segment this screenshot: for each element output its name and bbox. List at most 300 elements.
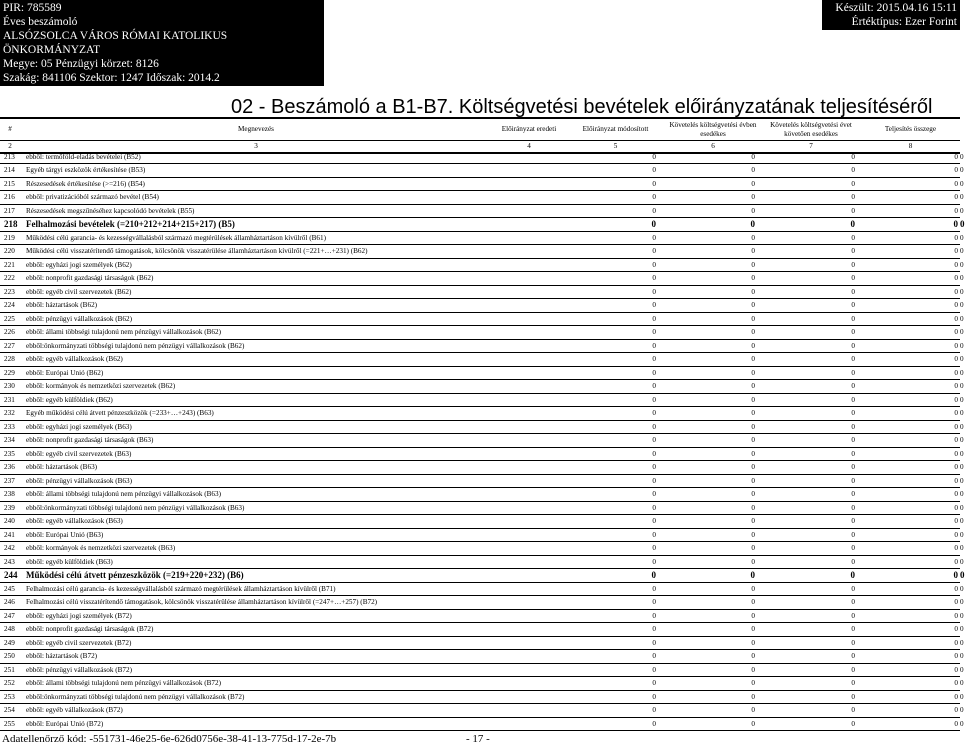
row-value: 0 [857,366,960,380]
row-value: 0 [857,434,960,448]
table-row: 249 ebből: egyéb civil szervezetek (B72) 0 0 0 0 0 [0,636,960,650]
row-index: 225 [0,312,20,326]
row-index: 248 [0,623,20,637]
row-index: 243 [0,555,20,569]
row-value: 0 [658,191,757,205]
row-index: 237 [0,474,20,488]
row-index: 241 [0,528,20,542]
row-index: 238 [0,488,20,502]
row-label: ebből: Európai Unió (B72) [20,717,562,731]
table-row: 226 ebből: állami többségi tulajdonú nem pénzügyi vállalkozások (B62) 0 0 0 0 0 [0,326,960,340]
row-index: 244 [0,569,20,583]
row-index: 239 [0,501,20,515]
row-value: 0 [658,204,757,218]
row-value: 0 [562,407,658,421]
row-value: 0 [757,690,857,704]
row-value: 0 [562,393,658,407]
table-row: 221 ebből: egyházi jogi személyek (B62) 0 0 0 0 0 [0,258,960,272]
row-value: 0 [658,501,757,515]
row-index: 214 [0,164,20,178]
row-value: 0 [757,447,857,461]
row-value: 0 [857,636,960,650]
col-due-next: Követelés költségvetési évet követően esedékes [761,118,861,141]
row-value: 0 [757,636,857,650]
table-row: 214 Egyéb tárgyi eszközök értékesítése (B53) 0 0 0 0 0 [0,164,960,178]
row-value: 0 [562,663,658,677]
col-name: Megnevezés [20,118,492,141]
row-value: 0 [757,151,857,164]
row-value: 0 [857,717,960,731]
table-row: 229 ebből: Európai Unió (B62) 0 0 0 0 0 [0,366,960,380]
row-value: 0 [658,177,757,191]
row-value: 0 [562,569,658,583]
row-value: 0 [757,434,857,448]
control-code: Adatellenőrző kód: -551731-46e25-6e-626d0756e-38-41-13-775d-17-2e-7b [2,733,337,745]
row-value: 0 [658,407,757,421]
row-value: 0 [658,164,757,178]
row-value: 0 [857,285,960,299]
table-row: 252 ebből: állami többségi tulajdonú nem pénzügyi vállalkozások (B72) 0 0 0 0 0 [0,677,960,691]
table-row: 240 ebből: egyéb vállalkozások (B63) 0 0 0 0 0 [0,515,960,529]
row-value: 0 [757,596,857,610]
table-row: 248 ebből: nonprofit gazdasági társaságok (B72) 0 0 0 0 0 [0,623,960,637]
row-value: 0 [658,569,757,583]
row-index: 233 [0,420,20,434]
row-label: Felhalmozási célú garancia- és kezességvállalásból származó megtérülések államháztartáson kívülről (B71) [20,582,562,596]
col-original: Előirányzat eredeti [492,118,566,141]
row-index: 254 [0,704,20,718]
row-value: 0 [857,299,960,313]
row-value: 0 [658,272,757,286]
row-value: 0 [562,501,658,515]
row-value: 0 [658,461,757,475]
row-label: ebből: egyéb civil szervezetek (B63) [20,447,562,461]
row-index: 222 [0,272,20,286]
row-index: 240 [0,515,20,529]
row-label: Működési célú átvett pénzeszközök (=219+220+232) (B6) [20,569,562,583]
row-value: 0 [757,569,857,583]
row-value: 0 [857,488,960,502]
row-value: 0 [757,501,857,515]
table-row: 250 ebből: háztartások (B72) 0 0 0 0 0 [0,650,960,664]
created-timestamp: Készült: 2015.04.16 15:11 [835,2,957,14]
row-value: 0 [757,542,857,556]
row-value: 0 [562,528,658,542]
row-index: 218 [0,218,20,232]
column-header-table [0,117,960,154]
row-value: 0 [658,326,757,340]
row-value: 0 [562,555,658,569]
row-value: 0 [857,151,960,164]
row-value: 0 [857,677,960,691]
row-label: ebből: háztartások (B62) [20,299,562,313]
row-value: 0 [658,474,757,488]
table-row: 222 ebből: nonprofit gazdasági társaságok (B62) 0 0 0 0 0 [0,272,960,286]
row-value: 0 [857,474,960,488]
row-value: 0 [562,461,658,475]
row-index: 252 [0,677,20,691]
row-value: 0 [857,191,960,205]
row-value: 0 [562,204,658,218]
table-row: 216 ebből: privatizációból származó bevétel (B54) 0 0 0 0 0 [0,191,960,205]
row-value: 0 [757,515,857,529]
row-value: 0 [658,650,757,664]
row-value: 0 [562,677,658,691]
table-row: 236 ebből: háztartások (B63) 0 0 0 0 0 [0,461,960,475]
row-value: 0 [757,191,857,205]
row-label: ebből: állami többségi tulajdonú nem pénzügyi vállalkozások (B72) [20,677,562,691]
row-label: ebből: egyéb vállalkozások (B62) [20,353,562,367]
row-label: ebből: termőföld-eladás bevételei (B52) [20,151,562,164]
row-value: 0 [757,272,857,286]
row-value: 0 [562,447,658,461]
row-value: 0 [658,636,757,650]
row-value: 0 [757,339,857,353]
table-row: 233 ebből: egyházi jogi személyek (B63) 0 0 0 0 0 [0,420,960,434]
row-index: 232 [0,407,20,421]
row-value: 0 [562,245,658,259]
row-index: 231 [0,393,20,407]
row-value: 0 [857,623,960,637]
row-value: 0 [562,312,658,326]
organization-name: ALSÓZSOLCA VÁROS RÓMAI KATOLIKUS ÖNKORMÁNYZAT [3,30,228,56]
row-value: 0 [757,528,857,542]
row-label: Részesedések értékesítése (>=216) (B54) [20,177,562,191]
row-label: Részesedések megszűnéséhez kapcsolódó bevételek (B55) [20,204,562,218]
row-value: 0 [562,704,658,718]
row-index: 227 [0,339,20,353]
row-value: 0 [658,353,757,367]
row-value: 0 [658,704,757,718]
row-index: 224 [0,299,20,313]
table-row: 237 ebből: pénzügyi vállalkozások (B63) 0 0 0 0 0 [0,474,960,488]
row-value: 0 [757,285,857,299]
row-value: 0 [562,380,658,394]
row-value: 0 [658,690,757,704]
row-value: 0 [757,393,857,407]
row-value: 0 [757,420,857,434]
row-value: 0 [757,474,857,488]
row-index: 247 [0,609,20,623]
row-value: 0 [857,569,960,583]
report-title: 02 - Beszámoló a B1-B7. Költségvetési bevételek előirányzatának teljesítéséről [231,96,933,118]
row-value: 0 [562,609,658,623]
sector-info: Szakág: 841106 Szektor: 1247 Időszak: 2014.2 [3,72,220,84]
row-value: 0 [757,218,857,232]
table-row: 217 Részesedések megszűnéséhez kapcsolódó bevételek (B55) 0 0 0 0 0 [0,204,960,218]
row-label: Felhalmozási célú visszatérítendő támogatások, kölcsönök visszatérülése államháztartáson kívülről (=247+…+257) (B72) [20,596,562,610]
row-value: 0 [658,245,757,259]
row-label: Egyéb működési célú átvett pénzeszközök (=233+…+243) (B63) [20,407,562,421]
table-row: 231 ebből: egyéb külföldiek (B62) 0 0 0 0 0 [0,393,960,407]
col-number: 2 [0,141,20,154]
row-index: 235 [0,447,20,461]
row-value: 0 [757,245,857,259]
row-label: ebből: egyéb külföldiek (B62) [20,393,562,407]
table-row: 245 Felhalmozási célú garancia- és kezességvállalásból származó megtérülések államháztartáson kívülről (B71) 0 0 0 0 0 [0,582,960,596]
table-row: 242 ebből: kormányok és nemzetközi szervezetek (B63) 0 0 0 0 0 [0,542,960,556]
table-row: 254 ebből: egyéb vállalkozások (B72) 0 0 0 0 0 [0,704,960,718]
table-row: 235 ebből: egyéb civil szervezetek (B63) 0 0 0 0 0 [0,447,960,461]
row-value: 0 [562,191,658,205]
row-value: 0 [757,461,857,475]
row-value: 0 [562,474,658,488]
row-value: 0 [562,420,658,434]
table-row: 218 Felhalmozási bevételek (=210+212+214+215+217) (B5) 0 0 0 0 0 [0,218,960,232]
table-row: 238 ebből: állami többségi tulajdonú nem pénzügyi vállalkozások (B63) 0 0 0 0 0 [0,488,960,502]
row-value: 0 [658,596,757,610]
row-value: 0 [562,366,658,380]
row-label: ebből: nonprofit gazdasági társaságok (B72) [20,623,562,637]
row-value: 0 [857,650,960,664]
row-index: 215 [0,177,20,191]
row-value: 0 [658,623,757,637]
row-value: 0 [658,528,757,542]
row-value: 0 [757,380,857,394]
row-value: 0 [562,717,658,731]
value-unit: Értéktípus: Ezer Forint [851,16,957,28]
row-index: 229 [0,366,20,380]
row-value: 0 [757,609,857,623]
row-label: ebből: pénzügyi vállalkozások (B72) [20,663,562,677]
row-value: 0 [857,515,960,529]
row-value: 0 [857,704,960,718]
row-value: 0 [658,339,757,353]
row-index: 216 [0,191,20,205]
row-value: 0 [562,231,658,245]
row-value: 0 [658,447,757,461]
row-value: 0 [857,528,960,542]
row-label: ebből: Európai Unió (B63) [20,528,562,542]
table-row: 244 Működési célú átvett pénzeszközök (=219+220+232) (B6) 0 0 0 0 0 [0,569,960,583]
table-row: 239 ebből:önkormányzati többségi tulajdonú nem pénzügyi vállalkozások (B63) 0 0 0 0 0 [0,501,960,515]
row-label: ebből: pénzügyi vállalkozások (B63) [20,474,562,488]
report-header-right [822,0,960,30]
table-row: 227 ebből:önkormányzati többségi tulajdonú nem pénzügyi vállalkozások (B62) 0 0 0 0 0 [0,339,960,353]
row-value: 0 [757,677,857,691]
row-value: 0 [658,258,757,272]
row-value: 0 [562,258,658,272]
table-row: 228 ebből: egyéb vállalkozások (B62) 0 0 0 0 0 [0,353,960,367]
row-label: Felhalmozási bevételek (=210+212+214+215+217) (B5) [20,218,562,232]
row-value: 0 [562,515,658,529]
row-label: ebből:önkormányzati többségi tulajdonú nem pénzügyi vállalkozások (B62) [20,339,562,353]
row-value: 0 [857,555,960,569]
row-value: 0 [658,366,757,380]
row-index: 213 [0,151,20,164]
county-info: Megye: 05 Pénzügyi körzet: 8126 [3,58,159,70]
row-label: ebből: egyházi jogi személyek (B72) [20,609,562,623]
row-value: 0 [757,299,857,313]
row-label: ebből: nonprofit gazdasági társaságok (B62) [20,272,562,286]
page-number: - 17 - [466,733,490,745]
table-row: 243 ebből: egyéb külföldiek (B63) 0 0 0 0 0 [0,555,960,569]
row-value: 0 [658,218,757,232]
row-value: 0 [562,650,658,664]
row-label: ebből: nonprofit gazdasági társaságok (B63) [20,434,562,448]
row-value: 0 [757,177,857,191]
row-value: 0 [857,663,960,677]
row-value: 0 [757,555,857,569]
row-value: 0 [757,353,857,367]
row-value: 0 [857,312,960,326]
row-value: 0 [658,488,757,502]
row-value: 0 [562,299,658,313]
row-index: 223 [0,285,20,299]
row-label: ebből: privatizációból származó bevétel (B54) [20,191,562,205]
row-index: 253 [0,690,20,704]
table-row: 253 ebből:önkormányzati többségi tulajdonú nem pénzügyi vállalkozások (B72) 0 0 0 0 0 [0,690,960,704]
table-row: 246 Felhalmozási célú visszatérítendő támogatások, kölcsönök visszatérülése államháztartáson kívülről (=247+…+257) (B72) 0 0 0 0 0 [0,596,960,610]
row-value: 0 [857,339,960,353]
row-value: 0 [857,380,960,394]
row-index: 246 [0,596,20,610]
row-value: 0 [757,717,857,731]
row-index: 242 [0,542,20,556]
row-label: Egyéb tárgyi eszközök értékesítése (B53) [20,164,562,178]
row-value: 0 [562,636,658,650]
row-value: 0 [857,393,960,407]
row-value: 0 [757,663,857,677]
row-label: ebből:önkormányzati többségi tulajdonú nem pénzügyi vállalkozások (B72) [20,690,562,704]
row-value: 0 [757,366,857,380]
row-value: 0 [857,258,960,272]
budget-rows-body [0,151,965,731]
row-value: 0 [658,420,757,434]
table-row: 251 ebből: pénzügyi vállalkozások (B72) 0 0 0 0 0 [0,663,960,677]
row-index: 245 [0,582,20,596]
col-number: 8 [861,141,960,154]
col-modified: Előirányzat módosított [566,118,665,141]
row-value: 0 [562,326,658,340]
row-value: 0 [562,690,658,704]
row-value: 0 [757,623,857,637]
row-label: ebből: egyházi jogi személyek (B62) [20,258,562,272]
row-value: 0 [658,312,757,326]
table-row: 241 ebből: Európai Unió (B63) 0 0 0 0 0 [0,528,960,542]
row-value: 0 [658,542,757,556]
row-value: 0 [562,623,658,637]
budget-rows-table [0,151,965,732]
row-value: 0 [857,582,960,596]
row-value: 0 [757,258,857,272]
row-value: 0 [857,542,960,556]
table-row: 219 Működési célú garancia- és kezességvállalásból származó megtérülések államháztartáson kívülről (B61) 0 0 0 0 0 [0,231,960,245]
col-number: 5 [566,141,665,154]
row-value: 0 [562,542,658,556]
report-header-left [0,0,324,86]
row-label: ebből: háztartások (B72) [20,650,562,664]
row-label: ebből: egyéb civil szervezetek (B72) [20,636,562,650]
row-value: 0 [857,596,960,610]
table-row: 224 ebből: háztartások (B62) 0 0 0 0 0 [0,299,960,313]
row-value: 0 [757,164,857,178]
row-value: 0 [857,353,960,367]
row-value: 0 [658,555,757,569]
row-value: 0 [658,151,757,164]
row-value: 0 [857,326,960,340]
row-index: 221 [0,258,20,272]
row-value: 0 [562,488,658,502]
row-value: 0 [757,704,857,718]
row-label: ebből: háztartások (B63) [20,461,562,475]
row-value: 0 [857,231,960,245]
row-value: 0 [857,272,960,286]
row-label: ebből: egyéb külföldiek (B63) [20,555,562,569]
pir-id: PIR: 785589 [3,2,62,14]
row-value: 0 [658,380,757,394]
row-value: 0 [857,164,960,178]
row-index: 250 [0,650,20,664]
row-index: 236 [0,461,20,475]
col-number: 6 [665,141,761,154]
row-label: ebből: állami többségi tulajdonú nem pénzügyi vállalkozások (B63) [20,488,562,502]
row-value: 0 [857,245,960,259]
row-label: ebből: kormányok és nemzetközi szervezetek (B62) [20,380,562,394]
row-value: 0 [757,407,857,421]
row-index: 249 [0,636,20,650]
table-row: 234 ebből: nonprofit gazdasági társaságok (B63) 0 0 0 0 0 [0,434,960,448]
table-row: 255 ebből: Európai Unió (B72) 0 0 0 0 0 [0,717,960,731]
row-value: 0 [658,434,757,448]
row-value: 0 [857,177,960,191]
row-value: 0 [562,434,658,448]
row-value: 0 [658,609,757,623]
row-value: 0 [857,501,960,515]
row-value: 0 [562,582,658,596]
row-label: ebből: egyéb vállalkozások (B72) [20,704,562,718]
report-type: Éves beszámoló [3,16,78,28]
row-value: 0 [857,447,960,461]
row-value: 0 [757,488,857,502]
table-row: 230 ebből: kormányok és nemzetközi szervezetek (B62) 0 0 0 0 0 [0,380,960,394]
col-due-year: Követelés költségvetési évben esedékes [665,118,761,141]
row-value: 0 [562,177,658,191]
row-index: 220 [0,245,20,259]
row-value: 0 [658,285,757,299]
col-total: Teljesítés összege [861,118,960,141]
row-value: 0 [562,596,658,610]
row-index: 234 [0,434,20,448]
row-label: ebből: Európai Unió (B62) [20,366,562,380]
row-label: ebből: állami többségi tulajdonú nem pénzügyi vállalkozások (B62) [20,326,562,340]
row-index: 217 [0,204,20,218]
row-label: ebből:önkormányzati többségi tulajdonú nem pénzügyi vállalkozások (B63) [20,501,562,515]
row-value: 0 [857,218,960,232]
col-hash: # [0,118,20,141]
row-value: 0 [658,677,757,691]
row-value: 0 [658,717,757,731]
table-row: 232 Egyéb működési célú átvett pénzeszközök (=233+…+243) (B63) 0 0 0 0 0 [0,407,960,421]
table-row: 225 ebből: pénzügyi vállalkozások (B62) 0 0 0 0 0 [0,312,960,326]
row-value: 0 [658,231,757,245]
table-row: 215 Részesedések értékesítése (>=216) (B54) 0 0 0 0 0 [0,177,960,191]
col-number: 3 [20,141,492,154]
row-value: 0 [857,407,960,421]
row-value: 0 [658,299,757,313]
col-number: 4 [492,141,566,154]
table-row: 223 ebből: egyéb civil szervezetek (B62) 0 0 0 0 0 [0,285,960,299]
row-value: 0 [562,151,658,164]
table-row: 247 ebből: egyházi jogi személyek (B72) 0 0 0 0 0 [0,609,960,623]
row-value: 0 [562,272,658,286]
row-index: 255 [0,717,20,731]
row-value: 0 [562,164,658,178]
row-index: 251 [0,663,20,677]
row-value: 0 [562,218,658,232]
table-row: 213 ebből: termőföld-eladás bevételei (B52) 0 0 0 0 0 [0,151,960,164]
row-value: 0 [757,312,857,326]
